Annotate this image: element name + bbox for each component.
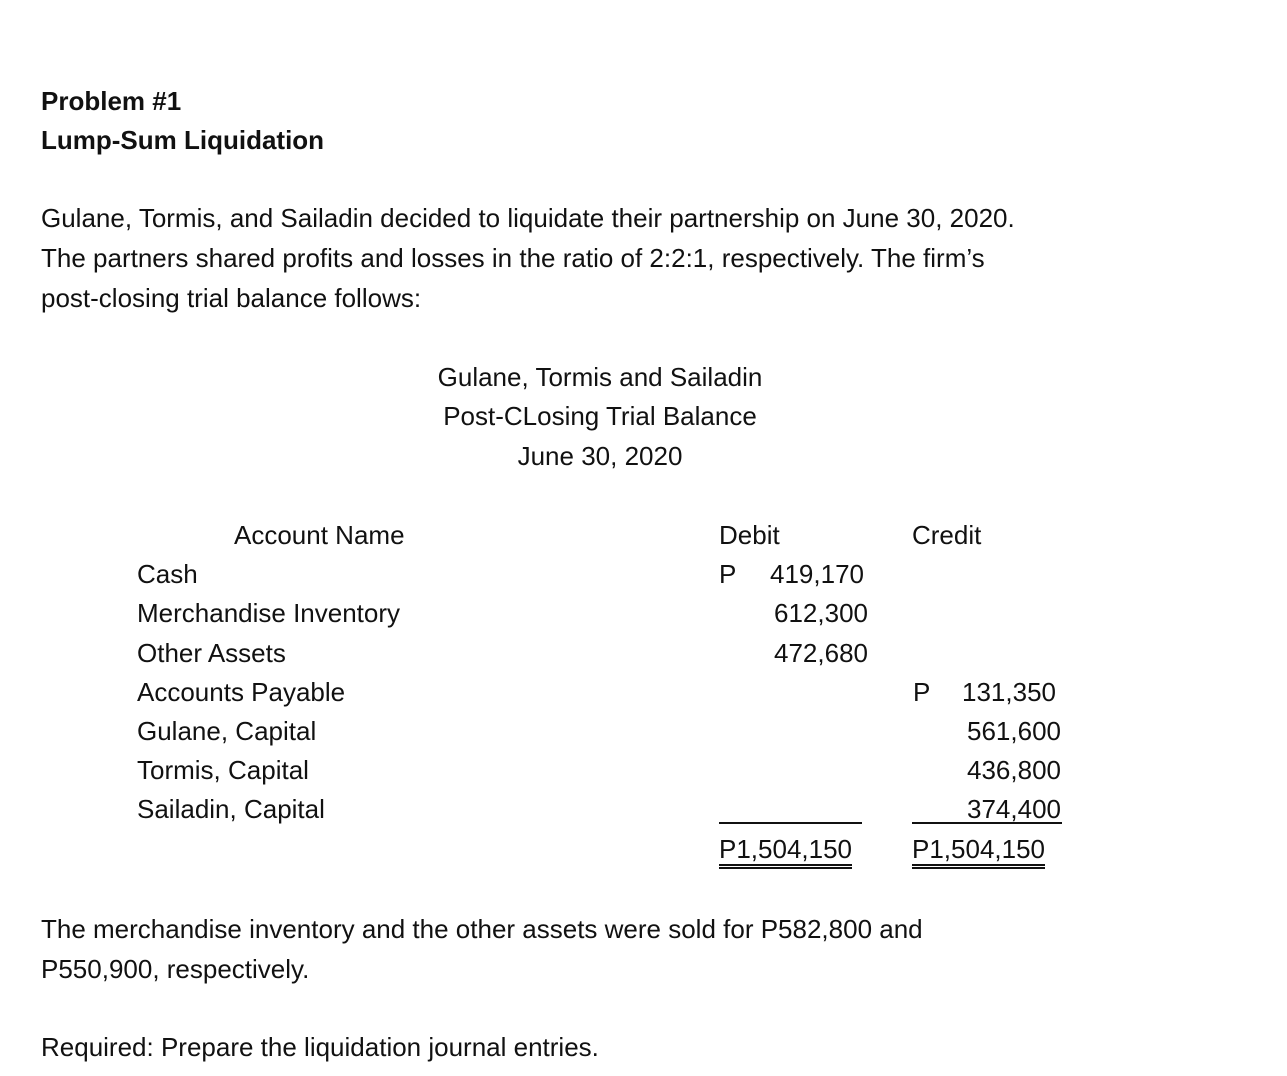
credit-amount: 131,350	[962, 677, 1056, 707]
required-instruction: Required: Prepare the liquidation journal entries.	[41, 1032, 599, 1062]
account-name-header: Account Name	[234, 520, 405, 550]
credit-amount: 561,600	[967, 716, 1061, 746]
credit-currency-prefix: P	[913, 677, 931, 707]
debit-amount: 419,170	[770, 559, 864, 589]
account-name: Sailadin, Capital	[137, 794, 325, 824]
sale-note-paragraph	[41, 909, 1241, 989]
account-name: Gulane, Capital	[137, 716, 317, 746]
intro-paragraph	[41, 198, 1241, 318]
sale-note-line: P550,900, respectively.	[41, 954, 310, 984]
sale-note-line: The merchandise inventory and the other assets were sold for P582,800 and	[41, 914, 923, 944]
credit-amount: 436,800	[967, 755, 1061, 785]
account-name: Merchandise Inventory	[137, 598, 401, 628]
trial-balance-company: Gulane, Tormis and Sailadin	[437, 362, 763, 392]
credit-total: P1,504,150	[912, 834, 1045, 869]
trial-balance-statement: Post-CLosing Trial Balance	[443, 401, 757, 431]
intro-line: post-closing trial balance follows:	[41, 283, 422, 313]
trial-balance-date: June 30, 2020	[517, 441, 683, 471]
intro-line: Gulane, Tormis, and Sailadin decided to liquidate their partnership on June 30, 2020.	[41, 203, 1015, 233]
credit-header: Credit	[912, 520, 982, 550]
debit-subtotal-rule	[719, 822, 862, 824]
problem-number: Problem #1	[41, 86, 182, 116]
problem-title: Lump-Sum Liquidation	[41, 125, 325, 155]
intro-line: The partners shared profits and losses in the ratio of 2:2:1, respectively. The firm’s	[41, 243, 985, 273]
debit-currency-prefix: P	[719, 559, 737, 589]
account-name: Cash	[137, 559, 198, 589]
debit-amount: 472,680	[774, 638, 868, 668]
debit-amount: 612,300	[774, 598, 868, 628]
account-name: Accounts Payable	[137, 677, 346, 707]
account-name: Other Assets	[137, 638, 286, 668]
account-name: Tormis, Capital	[137, 755, 309, 785]
debit-header: Debit	[719, 520, 780, 550]
credit-amount: 374,400	[967, 794, 1061, 824]
debit-total: P1,504,150	[719, 834, 852, 869]
